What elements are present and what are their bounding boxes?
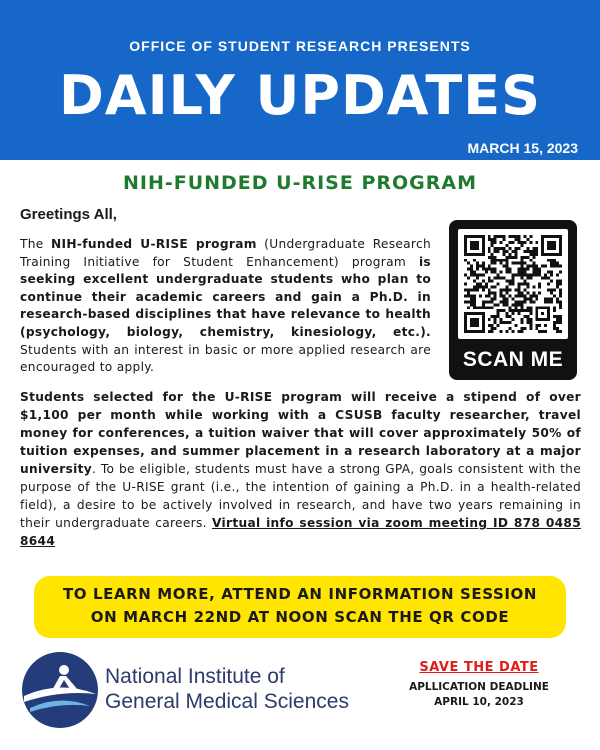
logo-line-2: General Medical Sciences <box>105 690 349 713</box>
qr-code-icon[interactable] <box>458 229 568 339</box>
info-session-banner <box>34 576 566 638</box>
intro-text-1: The <box>20 237 52 251</box>
program-title: NIH-FUNDED U-RISE PROGRAM <box>122 172 478 194</box>
cta-line-2: ON MARCH 22ND AT NOON SCAN THE QR CODE <box>90 608 510 626</box>
presents-line: OFFICE OF STUDENT RESEARCH PRESENTS <box>129 38 471 54</box>
qr-card[interactable] <box>449 220 577 380</box>
intro-text-2: (Undergraduate Research Training Initiative for Student Enhancement) program <box>20 237 432 269</box>
nigms-logo-text <box>105 664 349 714</box>
details-text: . To be eligible, students must have a strong GPA, goals consistent with the purpose of the U-RISE grant (i.e., the intention of gaining a Ph.D. in a health-related field), a desire to be actively involved in research, and have two years remaining in their undergraduate careers. <box>20 462 581 530</box>
page-title: DAILY UPDATES <box>58 64 542 127</box>
deadline-date: APRIL 10, 2023 <box>434 696 524 708</box>
logo-line-1: National Institute of <box>105 665 285 688</box>
nigms-logo-icon <box>20 650 100 734</box>
deadline-label: APLLICATION DEADLINE <box>409 681 549 693</box>
greeting: Greetings All, <box>20 206 117 223</box>
header-banner <box>0 0 600 160</box>
intro-bold-2: is seeking excellent undergraduate students who plan to continue their academic careers and gain a Ph.D. in research-based disciplines that have relevance to health (psychology, biology, chemistry, kinesiology, etc.). <box>20 254 431 339</box>
zoom-meeting-link[interactable]: Virtual info session via zoom meeting ID 878 0485 8644 <box>20 516 581 548</box>
issue-date: MARCH 15, 2023 <box>467 140 578 156</box>
details-bold: Students selected for the U-RISE program will receive a stipend of over $1,100 per month while working with a CSUSB faculty researcher, travel money for conferences, a tuition waiver that will cover approximately 50% of tuition expenses, and summer placement in a research laboratory at a major university <box>20 390 581 476</box>
save-the-date: SAVE THE DATE <box>419 660 539 675</box>
scan-me-label: SCAN ME <box>462 348 564 371</box>
intro-text-3: Students with an interest in basic or more applied research are encouraged to apply. <box>20 342 431 375</box>
intro-bold-1: NIH-funded U-RISE program <box>51 237 257 251</box>
cta-line-1: TO LEARN MORE, ATTEND AN INFORMATION SESSION <box>62 585 538 603</box>
details-paragraph <box>20 388 581 550</box>
application-deadline <box>392 680 566 710</box>
intro-paragraph <box>20 236 431 377</box>
